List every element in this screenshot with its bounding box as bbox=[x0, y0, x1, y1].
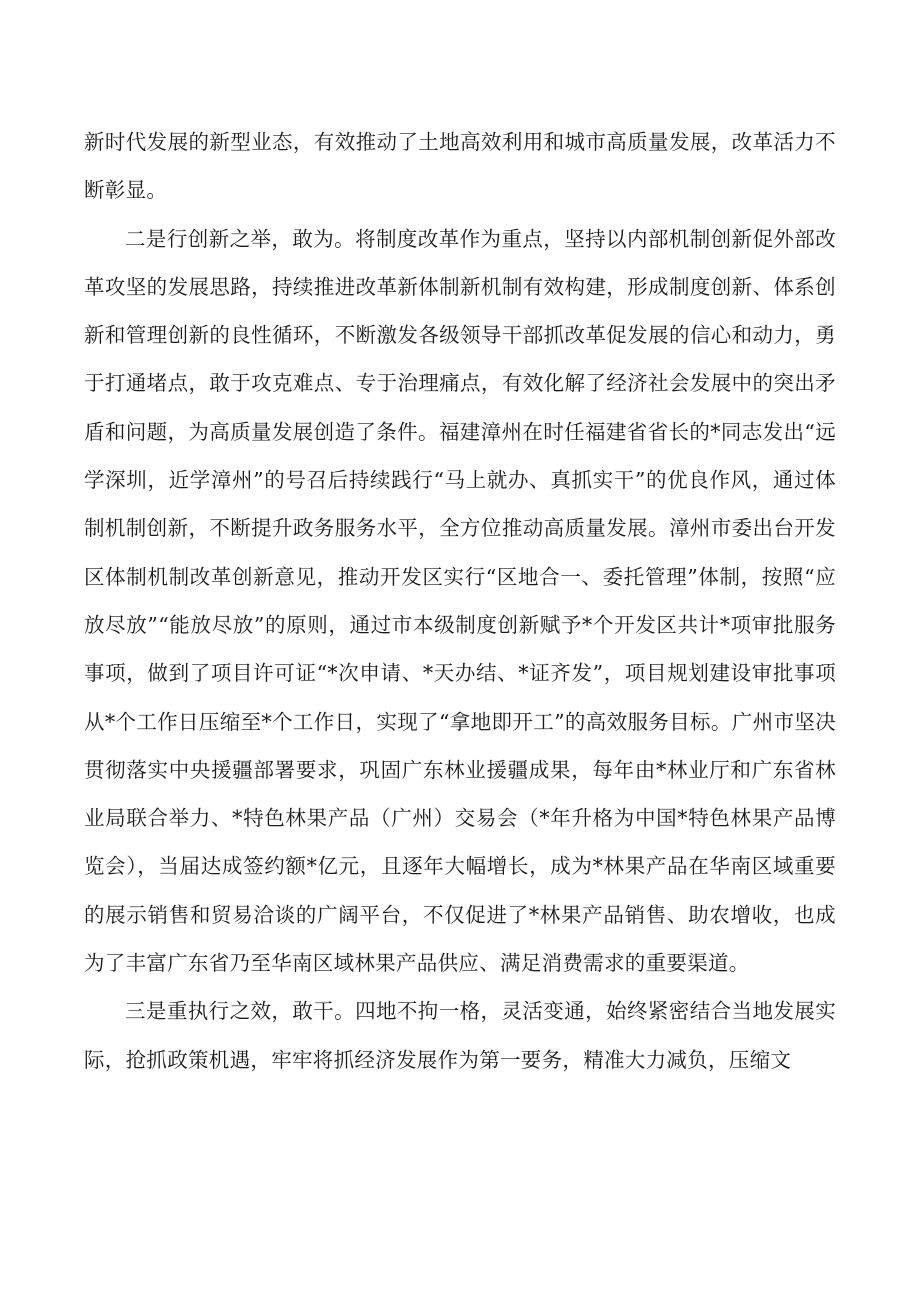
paragraph-continuation: 新时代发展的新型业态，有效推动了土地高效利用和城市高质量发展，改革活力不断彰显。 bbox=[84, 130, 836, 203]
paragraph-innovation: 二是行创新之举，敢为。将制度改革作为重点，坚持以内部机制创新促外部改革攻坚的发展思路，持续推进改革新体制新机制有效构建，形成制度创新、体系创新和管理创新的良性循环，不断激发各级领导干部抓改革促发展的信心和动力，勇于打通堵点，敢于攻克难点、专于治理痛点，有效化解了经济社会发展中的突出矛盾和问题，为高质量发展创造了条件。福建漳州在时任福建省省长的*同志发出“远学深圳，近学漳州”的号召后持续践行“马上就办、真抓实干”的优良作风，通过体制机制创新，不断提升政务服务水平，全方位推动高质量发展。漳州市委出台开发区体制机制改革创新意见，推动开发区实行“区地合一、委托管理”体制，按照“应放尽放”“能放尽放”的原则，通过市本级制度创新赋予*个开发区共计*项审批服务事项，做到了项目许可证“*次申请、*天办结、*证齐发”，项目规划建设审批事项从*个工作日压缩至*个工作日，实现了“拿地即开工”的高效服务目标。广州市坚决贯彻落实中央援疆部署要求，巩固广东林业援疆成果，每年由*林业厅和广东省林业局联合举力、*特色林果产品（广州）交易会（*年升格为中国*特色林果产品博览会），当届达成签约额*亿元，且逐年大幅增长，成为*林果产品在华南区域重要的展示销售和贸易洽谈的广阔平台，不仅促进了*林果产品销售、助农增收，也成为了丰富广东省乃至华南区域林果产品供应、满足消费需求的重要渠道。 bbox=[84, 226, 836, 976]
paragraph-execution: 三是重执行之效，敢干。四地不拘一格，灵活变通，始终紧密结合当地发展实际，抢抓政策机遇，牢牢将抓经济发展作为第一要务，精准大力减负，压缩文 bbox=[84, 999, 836, 1072]
document-body bbox=[84, 118, 836, 1084]
